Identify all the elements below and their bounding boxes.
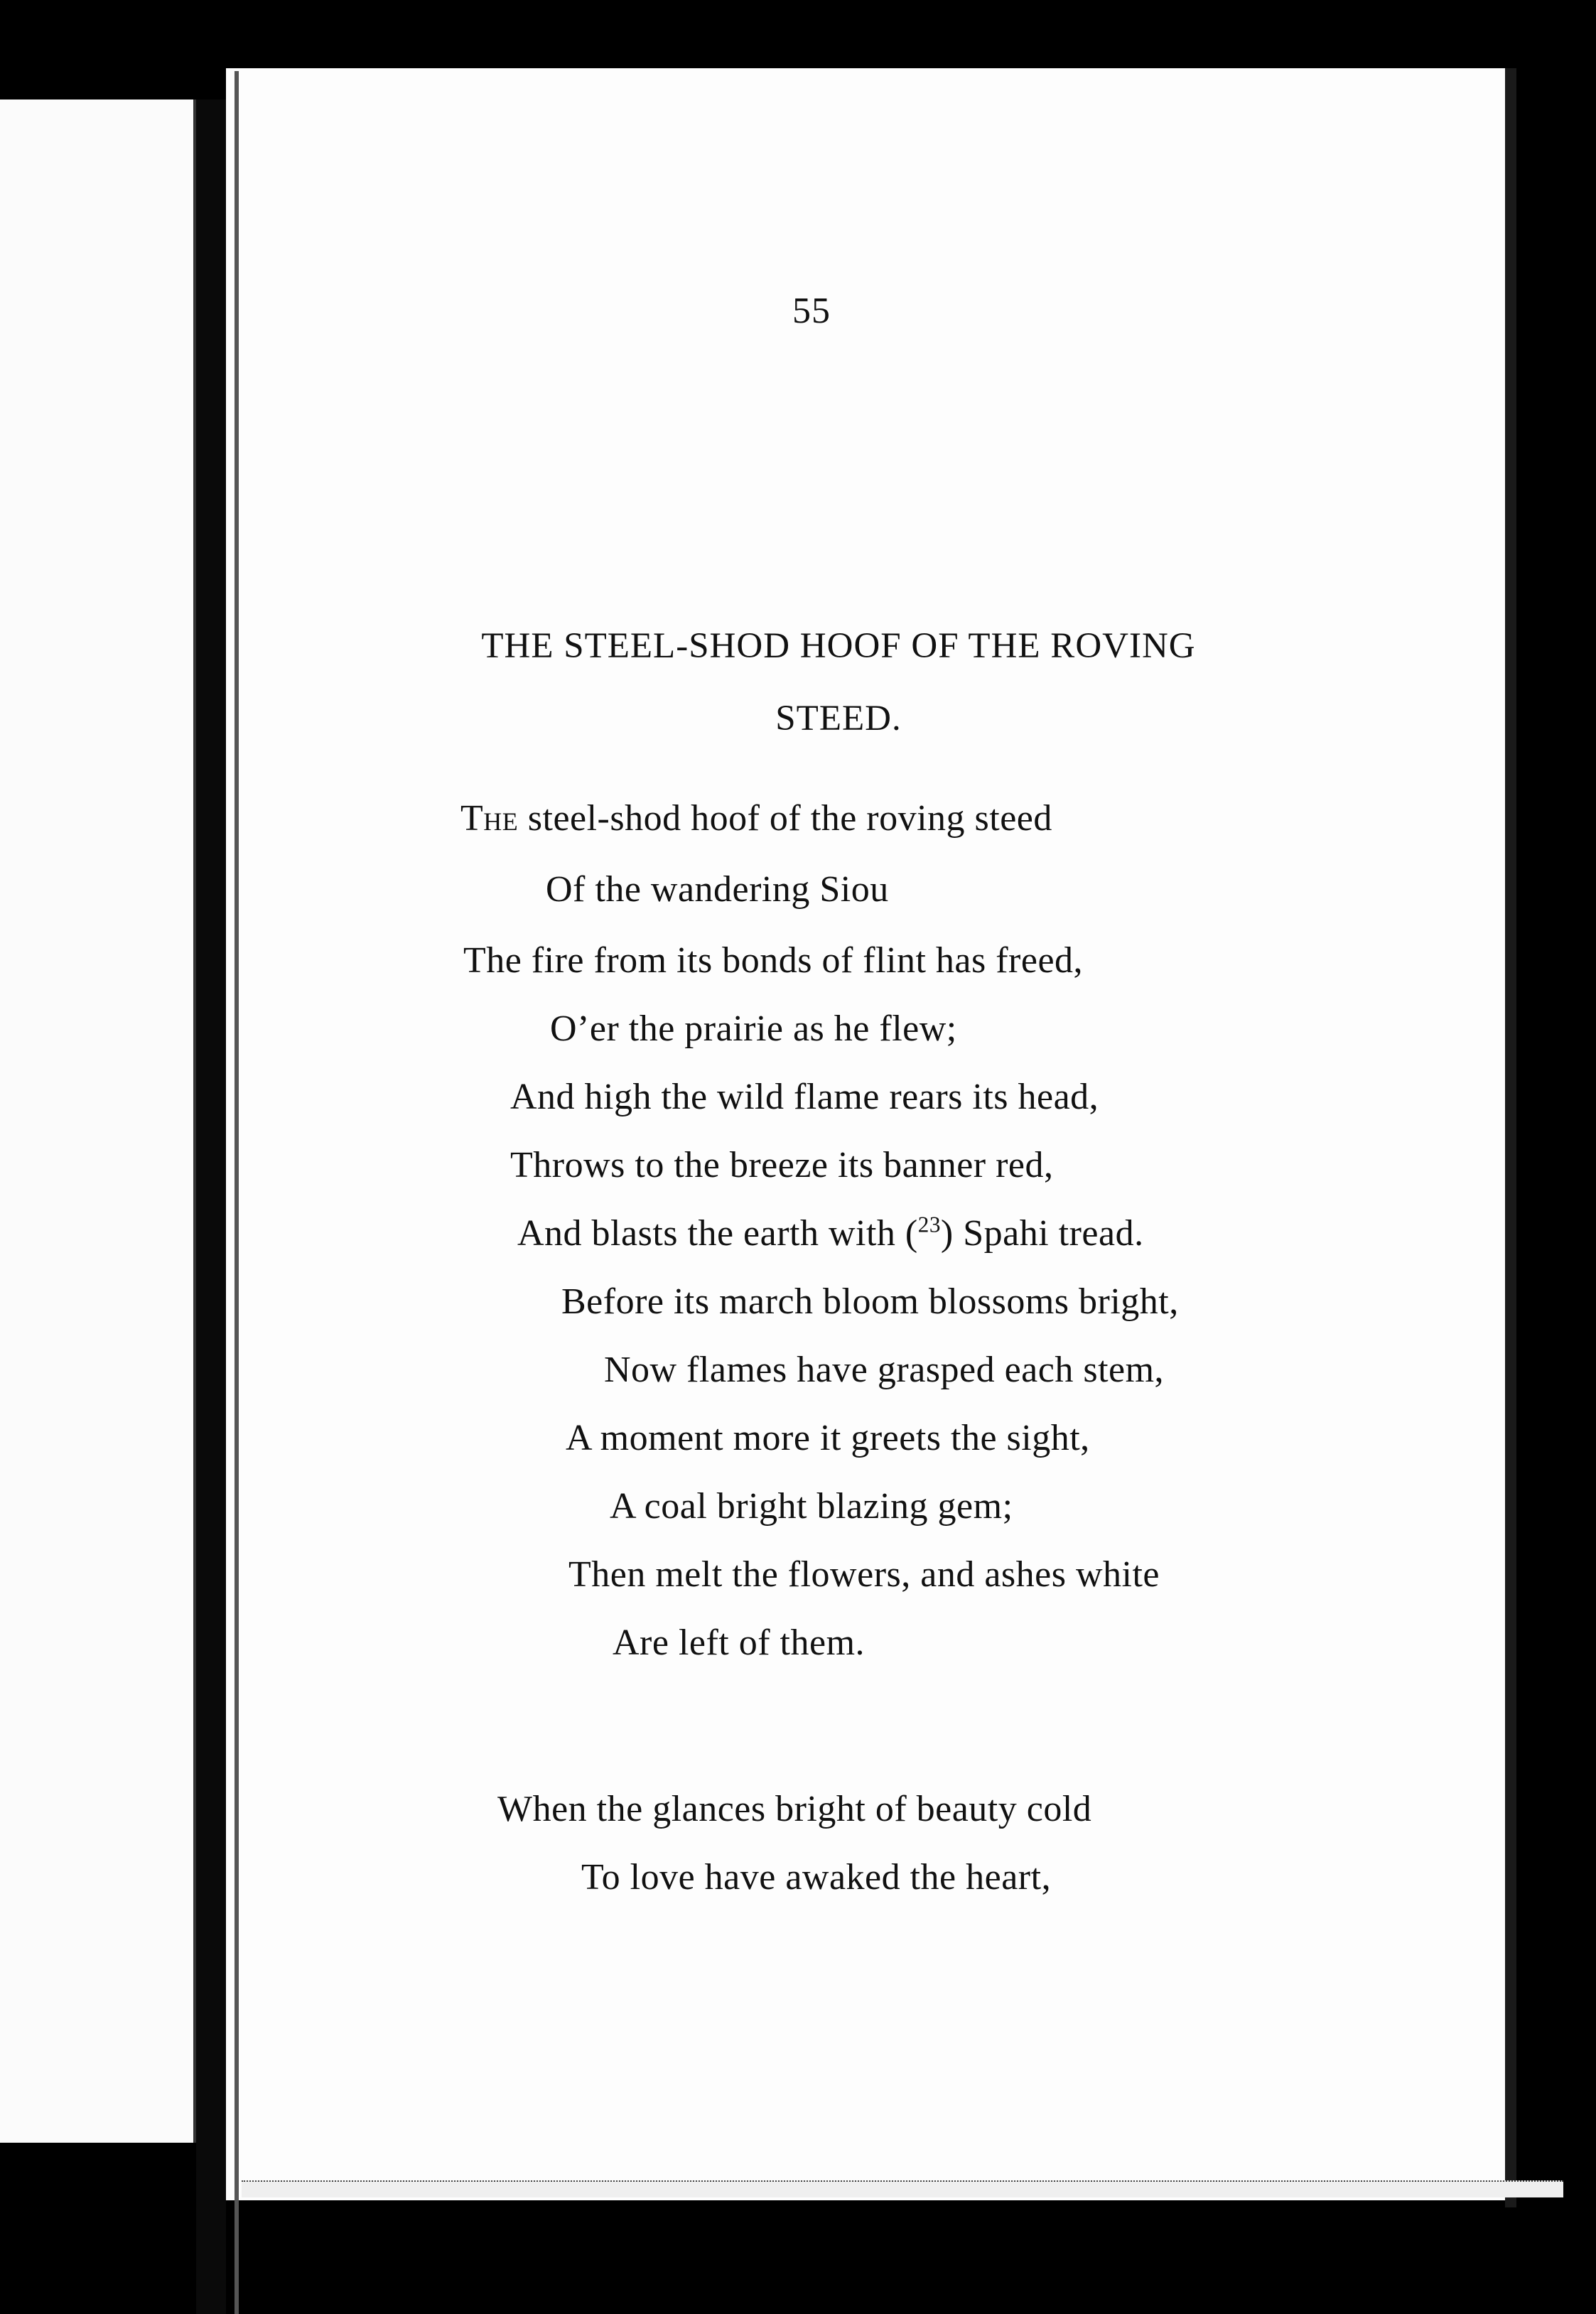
footnote-marker: 23 (917, 1212, 941, 1237)
poem-line: Before its march bloom blossoms bright, (561, 1281, 1179, 1322)
poem-line-text: steel-shod hoof of the roving steed (518, 798, 1052, 839)
poem-title-line-2: STEED. (775, 699, 902, 738)
book-gutter (196, 99, 226, 2314)
drop-word: The (460, 798, 519, 839)
poem-line: Now flames have grasped each stem, (604, 1350, 1165, 1390)
poem-line: Of the wandering Siou (546, 869, 889, 910)
poem-line: O’er the prairie as he flew; (550, 1008, 957, 1049)
spine-line (234, 71, 239, 2314)
page-bottom-edge (242, 2180, 1563, 2197)
poem-line: A coal bright blazing gem; (610, 1486, 1013, 1527)
page-number: 55 (792, 291, 831, 331)
page-right-edge (1505, 68, 1516, 2207)
poem-line-text: ) Spahi tread. (940, 1213, 1144, 1254)
poem-line: The fire from its bonds of flint has freed, (463, 940, 1084, 981)
poem-line: Throws to the breeze its banner red, (510, 1145, 1054, 1185)
poem-line: To love have awaked the heart, (581, 1857, 1052, 1898)
poem-line: Then melt the flowers, and ashes white (568, 1554, 1160, 1595)
poem-title-line-1: THE STEEL-SHOD HOOF OF THE ROVING (481, 626, 1196, 666)
poem-title (398, 610, 1279, 755)
poem-line: Are left of them. (613, 1623, 866, 1663)
poem-line-text: And blasts the earth with ( (517, 1213, 918, 1254)
previous-page-edge (0, 99, 196, 2143)
poem-line: And high the wild flame rears its head, (510, 1077, 1099, 1117)
poem-line: A moment more it greets the sight, (566, 1418, 1090, 1458)
poem-line: When the glances bright of beauty cold (497, 1789, 1092, 1829)
book-page (226, 68, 1505, 2200)
